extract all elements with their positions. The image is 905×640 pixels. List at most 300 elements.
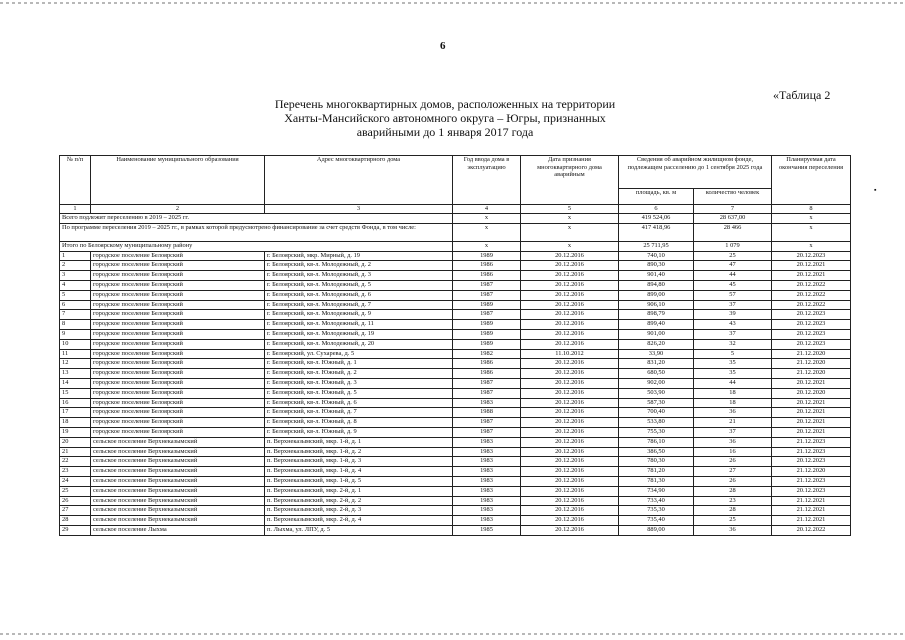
area-cell: 33,90 [619, 349, 694, 359]
table-row [60, 437, 851, 447]
area-cell: 755,30 [619, 427, 694, 437]
area-cell: 780,30 [619, 457, 694, 467]
row-number: 1 [60, 251, 91, 261]
table-row [60, 349, 851, 359]
year-cell: 1988 [453, 408, 521, 418]
municipality-cell: сельское поселение Верхнеказымский [91, 437, 265, 447]
year-cell: 1989 [453, 339, 521, 349]
people-cell: 25 [694, 516, 772, 526]
municipality-cell: городское поселение Белоярский [91, 398, 265, 408]
area-cell: 901,00 [619, 329, 694, 339]
row-number: 9 [60, 329, 91, 339]
area-cell: 587,30 [619, 398, 694, 408]
date-cell: 20.12.2016 [521, 427, 619, 437]
year-cell: 1983 [453, 506, 521, 516]
people-cell: 36 [694, 437, 772, 447]
municipality-cell: городское поселение Белоярский [91, 388, 265, 398]
title-line: аварийными до 1 января 2017 года [356, 125, 534, 139]
people-cell: 18 [694, 388, 772, 398]
address-cell: п. Верхнеказымский, мкр. 1-й, д. 4 [265, 467, 453, 477]
table-row [60, 271, 851, 281]
address-cell: г. Белоярский, кв-л. Молодежный, д. 2 [265, 261, 453, 271]
municipality-cell: сельское поселение Лыхма [91, 525, 265, 535]
date-cell: 20.12.2016 [521, 290, 619, 300]
year-cell: 1986 [453, 261, 521, 271]
row-number: 10 [60, 339, 91, 349]
column-number: 8 [772, 205, 851, 214]
area-cell: 831,20 [619, 359, 694, 369]
total-label: Всего подлежит переселению в 2019 – 2025 гг. [60, 214, 453, 224]
date-cell: 20.12.2016 [521, 261, 619, 271]
table-row [60, 467, 851, 477]
address-cell: п. Верхнеказымский, мкр. 1-й, д. 5 [265, 476, 453, 486]
total-label: По программе переселения 2019 – 2025 гг., в рамках которой предусмотрено финансирование за счет средств Фонда, в том числе: [60, 223, 453, 241]
total-year: x [453, 214, 521, 224]
date-cell: 20.12.2016 [521, 369, 619, 379]
row-number: 22 [60, 457, 91, 467]
date-cell: 20.12.2016 [521, 496, 619, 506]
area-cell: 898,79 [619, 310, 694, 320]
municipality-cell: городское поселение Белоярский [91, 408, 265, 418]
title-line: Ханты-Мансийского автономного округа – Югры, признанных [284, 111, 606, 125]
date-cell: 20.12.2016 [521, 398, 619, 408]
people-cell: 26 [694, 476, 772, 486]
total-label: Итого по Белоярскому муниципальному району [60, 241, 453, 251]
planned-date-cell: 20.12.2021 [772, 398, 851, 408]
year-cell: 1982 [453, 349, 521, 359]
area-cell: 503,90 [619, 388, 694, 398]
people-cell: 39 [694, 310, 772, 320]
total-people: 28 466 [694, 223, 772, 241]
date-cell: 20.12.2016 [521, 359, 619, 369]
total-people: 28 637,00 [694, 214, 772, 224]
address-cell: г. Белоярский, кв-л. Южный, д. 8 [265, 418, 453, 428]
planned-date-cell: 20.12.2022 [772, 280, 851, 290]
total-row [60, 214, 851, 224]
date-cell: 20.12.2016 [521, 476, 619, 486]
row-number: 18 [60, 418, 91, 428]
date-cell: 20.12.2016 [521, 310, 619, 320]
table-row [60, 329, 851, 339]
date-cell: 20.12.2016 [521, 378, 619, 388]
address-cell: г. Белоярский, ул. Сухарева, д. 5 [265, 349, 453, 359]
year-cell: 1989 [453, 320, 521, 330]
planned-date-cell: 20.12.2021 [772, 427, 851, 437]
row-number: 26 [60, 496, 91, 506]
address-cell: г. Белоярский, кв-л. Молодежный, д. 20 [265, 339, 453, 349]
people-cell: 16 [694, 447, 772, 457]
planned-date-cell: 21.12.2023 [772, 447, 851, 457]
municipality-cell: городское поселение Белоярский [91, 359, 265, 369]
address-cell: г. Белоярский, кв-л. Южный, д. 7 [265, 408, 453, 418]
area-cell: 733,40 [619, 496, 694, 506]
area-cell: 781,30 [619, 476, 694, 486]
date-cell: 20.12.2016 [521, 525, 619, 535]
year-cell: 1987 [453, 388, 521, 398]
people-cell: 28 [694, 506, 772, 516]
address-cell: г. Белоярский, кв-л. Южный, д. 6 [265, 398, 453, 408]
document-title [240, 97, 650, 139]
table-row [60, 300, 851, 310]
total-date: x [521, 214, 619, 224]
table-row [60, 457, 851, 467]
row-number: 2 [60, 261, 91, 271]
area-cell: 902,00 [619, 378, 694, 388]
year-cell: 1987 [453, 280, 521, 290]
total-planned: x [772, 223, 851, 241]
address-cell: г. Белоярский, кв-л. Молодежный, д. 3 [265, 271, 453, 281]
municipality-cell: сельское поселение Верхнеказымский [91, 506, 265, 516]
row-number: 8 [60, 320, 91, 330]
date-cell: 20.12.2016 [521, 506, 619, 516]
year-cell: 1985 [453, 525, 521, 535]
planned-date-cell: 20.12.2021 [772, 261, 851, 271]
area-cell: 906,10 [619, 300, 694, 310]
total-planned: x [772, 241, 851, 251]
total-area: 417 418,96 [619, 223, 694, 241]
people-cell: 32 [694, 339, 772, 349]
planned-date-cell: 20.12.2023 [772, 329, 851, 339]
municipality-cell: сельское поселение Верхнеказымский [91, 467, 265, 477]
area-cell: 781,20 [619, 467, 694, 477]
municipality-cell: городское поселение Белоярский [91, 310, 265, 320]
people-cell: 36 [694, 525, 772, 535]
date-cell: 20.12.2016 [521, 408, 619, 418]
column-number: 3 [265, 205, 453, 214]
date-cell: 20.12.2016 [521, 251, 619, 261]
people-cell: 35 [694, 369, 772, 379]
total-date: x [521, 223, 619, 241]
table-row [60, 418, 851, 428]
table-row [60, 447, 851, 457]
area-cell: 786,10 [619, 437, 694, 447]
scan-edge-top [0, 2, 905, 4]
date-cell: 20.12.2016 [521, 467, 619, 477]
planned-date-cell: 20.12.2023 [772, 251, 851, 261]
address-cell: п. Верхнеказымский, мкр. 1-й, д. 2 [265, 447, 453, 457]
address-cell: г. Белоярский, кв-л. Южный, д. 9 [265, 427, 453, 437]
date-cell: 11.10.2012 [521, 349, 619, 359]
header-info: Сведения об аварийном жилищном фонде, подлежащем расселению до 1 сентября 2025 года [619, 156, 772, 189]
address-cell: г. Белоярский, кв-л. Южный, д. 3 [265, 378, 453, 388]
people-cell: 25 [694, 251, 772, 261]
people-cell: 23 [694, 496, 772, 506]
municipality-cell: городское поселение Белоярский [91, 290, 265, 300]
planned-date-cell: 21.12.2021 [772, 496, 851, 506]
year-cell: 1983 [453, 516, 521, 526]
table-row [60, 369, 851, 379]
planned-date-cell: 21.12.2020 [772, 359, 851, 369]
planned-date-cell: 21.12.2020 [772, 369, 851, 379]
table-row [60, 359, 851, 369]
people-cell: 18 [694, 398, 772, 408]
date-cell: 20.12.2016 [521, 418, 619, 428]
housing-register-table [59, 155, 851, 536]
date-cell: 20.12.2016 [521, 516, 619, 526]
column-number: 4 [453, 205, 521, 214]
address-cell: п. Верхнеказымский, мкр. 2-й, д. 1 [265, 486, 453, 496]
address-cell: г. Белоярский, кв-л. Молодежный, д. 5 [265, 280, 453, 290]
total-year: x [453, 223, 521, 241]
total-area: 419 524,06 [619, 214, 694, 224]
row-number: 21 [60, 447, 91, 457]
people-cell: 57 [694, 290, 772, 300]
planned-date-cell: 20.12.2023 [772, 486, 851, 496]
row-number: 4 [60, 280, 91, 290]
municipality-cell: сельское поселение Верхнеказымский [91, 457, 265, 467]
people-cell: 36 [694, 408, 772, 418]
year-cell: 1987 [453, 290, 521, 300]
row-number: 19 [60, 427, 91, 437]
people-cell: 28 [694, 486, 772, 496]
row-number: 28 [60, 516, 91, 526]
planned-date-cell: 21.12.2020 [772, 467, 851, 477]
scan-edge-bottom [0, 633, 905, 635]
table-row [60, 290, 851, 300]
municipality-cell: городское поселение Белоярский [91, 427, 265, 437]
date-cell: 20.12.2016 [521, 457, 619, 467]
header-area: площадь, кв. м [619, 189, 694, 205]
address-cell: г. Белоярский, кв-л. Южный, д. 1 [265, 359, 453, 369]
area-cell: 700,40 [619, 408, 694, 418]
row-number: 13 [60, 369, 91, 379]
date-cell: 20.12.2016 [521, 388, 619, 398]
people-cell: 27 [694, 467, 772, 477]
row-number: 25 [60, 486, 91, 496]
people-cell: 5 [694, 349, 772, 359]
address-cell: г. Белоярский, кв-л. Молодежный, д. 6 [265, 290, 453, 300]
area-cell: 899,40 [619, 320, 694, 330]
people-cell: 37 [694, 300, 772, 310]
planned-date-cell: 20.12.2020 [772, 388, 851, 398]
header-municipality: Наименование муниципального образования [91, 156, 265, 205]
planned-date-cell: 21.12.2023 [772, 437, 851, 447]
planned-date-cell: 20.12.2022 [772, 290, 851, 300]
year-cell: 1986 [453, 369, 521, 379]
people-cell: 26 [694, 457, 772, 467]
people-cell: 44 [694, 378, 772, 388]
total-planned: x [772, 214, 851, 224]
planned-date-cell: 20.12.2021 [772, 418, 851, 428]
year-cell: 1987 [453, 378, 521, 388]
municipality-cell: городское поселение Белоярский [91, 418, 265, 428]
row-number: 3 [60, 271, 91, 281]
header-planned: Планируемая дата окончания переселения [772, 156, 851, 205]
address-cell: г. Белоярский, мкр. Мирный, д. 19 [265, 251, 453, 261]
address-cell: г. Белоярский, кв-л. Южный, д. 5 [265, 388, 453, 398]
column-number: 5 [521, 205, 619, 214]
row-number: 17 [60, 408, 91, 418]
table-row [60, 476, 851, 486]
people-cell: 35 [694, 359, 772, 369]
address-cell: п. Верхнеказымский, мкр. 2-й, д. 2 [265, 496, 453, 506]
header-year: Год ввода дома в эксплуатацию [453, 156, 521, 205]
table-row [60, 320, 851, 330]
municipality-cell: городское поселение Белоярский [91, 300, 265, 310]
planned-date-cell: 20.12.2023 [772, 457, 851, 467]
row-number: 20 [60, 437, 91, 447]
municipality-cell: сельское поселение Верхнеказымский [91, 447, 265, 457]
table-row [60, 310, 851, 320]
people-cell: 37 [694, 427, 772, 437]
table-row [60, 516, 851, 526]
municipality-cell: городское поселение Белоярский [91, 369, 265, 379]
column-number: 1 [60, 205, 91, 214]
area-cell: 899,00 [619, 290, 694, 300]
date-cell: 20.12.2016 [521, 486, 619, 496]
table-row [60, 280, 851, 290]
planned-date-cell: 20.12.2023 [772, 310, 851, 320]
planned-date-cell: 21.12.2020 [772, 349, 851, 359]
area-cell: 680,50 [619, 369, 694, 379]
title-line: Перечень многоквартирных домов, расположенных на территории [274, 97, 616, 111]
address-cell: п. Лыхма, ул. ЛПУ, д. 5 [265, 525, 453, 535]
date-cell: 20.12.2016 [521, 329, 619, 339]
municipality-cell: городское поселение Белоярский [91, 251, 265, 261]
total-row [60, 223, 851, 241]
year-cell: 1983 [453, 398, 521, 408]
year-cell: 1989 [453, 251, 521, 261]
header-people: количество человек [694, 189, 772, 205]
date-cell: 20.12.2016 [521, 271, 619, 281]
planned-date-cell: 20.12.2022 [772, 300, 851, 310]
row-number: 11 [60, 349, 91, 359]
planned-date-cell: 20.12.2022 [772, 525, 851, 535]
table-row [60, 427, 851, 437]
planned-date-cell: 21.12.2023 [772, 476, 851, 486]
area-cell: 735,40 [619, 516, 694, 526]
row-number: 29 [60, 525, 91, 535]
header-address: Адрес многоквартирного дома [265, 156, 453, 205]
planned-date-cell: 20.12.2021 [772, 408, 851, 418]
year-cell: 1987 [453, 427, 521, 437]
table-row [60, 251, 851, 261]
municipality-cell: городское поселение Белоярский [91, 339, 265, 349]
table-label: «Таблица 2 [773, 88, 831, 102]
date-cell: 20.12.2016 [521, 447, 619, 457]
row-number: 23 [60, 467, 91, 477]
planned-date-cell: 20.12.2021 [772, 271, 851, 281]
row-number: 14 [60, 378, 91, 388]
table-row [60, 408, 851, 418]
area-cell: 889,00 [619, 525, 694, 535]
municipality-cell: городское поселение Белоярский [91, 349, 265, 359]
header-num: № п/п [60, 156, 91, 205]
address-cell: г. Белоярский, кв-л. Южный, д. 2 [265, 369, 453, 379]
column-number: 6 [619, 205, 694, 214]
municipality-cell: сельское поселение Верхнеказымский [91, 496, 265, 506]
year-cell: 1983 [453, 447, 521, 457]
planned-date-cell: 20.12.2021 [772, 378, 851, 388]
year-cell: 1983 [453, 486, 521, 496]
row-number: 5 [60, 290, 91, 300]
year-cell: 1983 [453, 437, 521, 447]
people-cell: 37 [694, 329, 772, 339]
address-cell: г. Белоярский, кв-л. Молодежный, д. 11 [265, 320, 453, 330]
date-cell: 20.12.2016 [521, 339, 619, 349]
date-cell: 20.12.2016 [521, 300, 619, 310]
date-cell: 20.12.2016 [521, 437, 619, 447]
total-area: 25 711,95 [619, 241, 694, 251]
row-number: 6 [60, 300, 91, 310]
planned-date-cell: 21.12.2021 [772, 506, 851, 516]
table-row [60, 261, 851, 271]
address-cell: г. Белоярский, кв-л. Молодежный, д. 9 [265, 310, 453, 320]
people-cell: 45 [694, 280, 772, 290]
year-cell: 1983 [453, 476, 521, 486]
row-number: 27 [60, 506, 91, 516]
table-row [60, 398, 851, 408]
date-cell: 20.12.2016 [521, 320, 619, 330]
address-cell: п. Верхнеказымский, мкр. 1-й, д. 3 [265, 457, 453, 467]
year-cell: 1986 [453, 359, 521, 369]
area-cell: 734,90 [619, 486, 694, 496]
total-row [60, 241, 851, 251]
row-number: 7 [60, 310, 91, 320]
area-cell: 826,20 [619, 339, 694, 349]
year-cell: 1983 [453, 457, 521, 467]
municipality-cell: городское поселение Белоярский [91, 271, 265, 281]
area-cell: 533,80 [619, 418, 694, 428]
table-row [60, 486, 851, 496]
table-row [60, 378, 851, 388]
year-cell: 1989 [453, 300, 521, 310]
municipality-cell: сельское поселение Верхнеказымский [91, 476, 265, 486]
address-cell: г. Белоярский, кв-л. Молодежный, д. 7 [265, 300, 453, 310]
year-cell: 1986 [453, 271, 521, 281]
page-number: 6 [440, 40, 446, 52]
municipality-cell: городское поселение Белоярский [91, 280, 265, 290]
area-cell: 890,30 [619, 261, 694, 271]
municipality-cell: сельское поселение Верхнеказымский [91, 486, 265, 496]
planned-date-cell: 21.12.2021 [772, 516, 851, 526]
table-row [60, 525, 851, 535]
year-cell: 1987 [453, 418, 521, 428]
year-cell: 1989 [453, 329, 521, 339]
municipality-cell: городское поселение Белоярский [91, 320, 265, 330]
address-cell: п. Верхнеказымский, мкр. 1-й, д. 1 [265, 437, 453, 447]
area-cell: 901,40 [619, 271, 694, 281]
table-row [60, 339, 851, 349]
address-cell: г. Белоярский, кв-л. Молодежный, д. 19 [265, 329, 453, 339]
municipality-cell: городское поселение Белоярский [91, 329, 265, 339]
header-date: Дата признания многоквартирного дома аварийным [521, 156, 619, 205]
total-people: 1 079 [694, 241, 772, 251]
area-cell: 386,50 [619, 447, 694, 457]
row-number: 15 [60, 388, 91, 398]
planned-date-cell: 20.12.2023 [772, 320, 851, 330]
people-cell: 43 [694, 320, 772, 330]
total-date: x [521, 241, 619, 251]
year-cell: 1983 [453, 496, 521, 506]
row-number: 24 [60, 476, 91, 486]
area-cell: 894,80 [619, 280, 694, 290]
area-cell: 735,30 [619, 506, 694, 516]
people-cell: 47 [694, 261, 772, 271]
municipality-cell: сельское поселение Верхнеказымский [91, 516, 265, 526]
row-number: 12 [60, 359, 91, 369]
margin-mark: ▪ [874, 186, 877, 194]
year-cell: 1987 [453, 310, 521, 320]
table-row [60, 388, 851, 398]
municipality-cell: городское поселение Белоярский [91, 261, 265, 271]
column-number: 7 [694, 205, 772, 214]
municipality-cell: городское поселение Белоярский [91, 378, 265, 388]
total-year: x [453, 241, 521, 251]
table-row [60, 506, 851, 516]
column-number: 2 [91, 205, 265, 214]
area-cell: 740,10 [619, 251, 694, 261]
